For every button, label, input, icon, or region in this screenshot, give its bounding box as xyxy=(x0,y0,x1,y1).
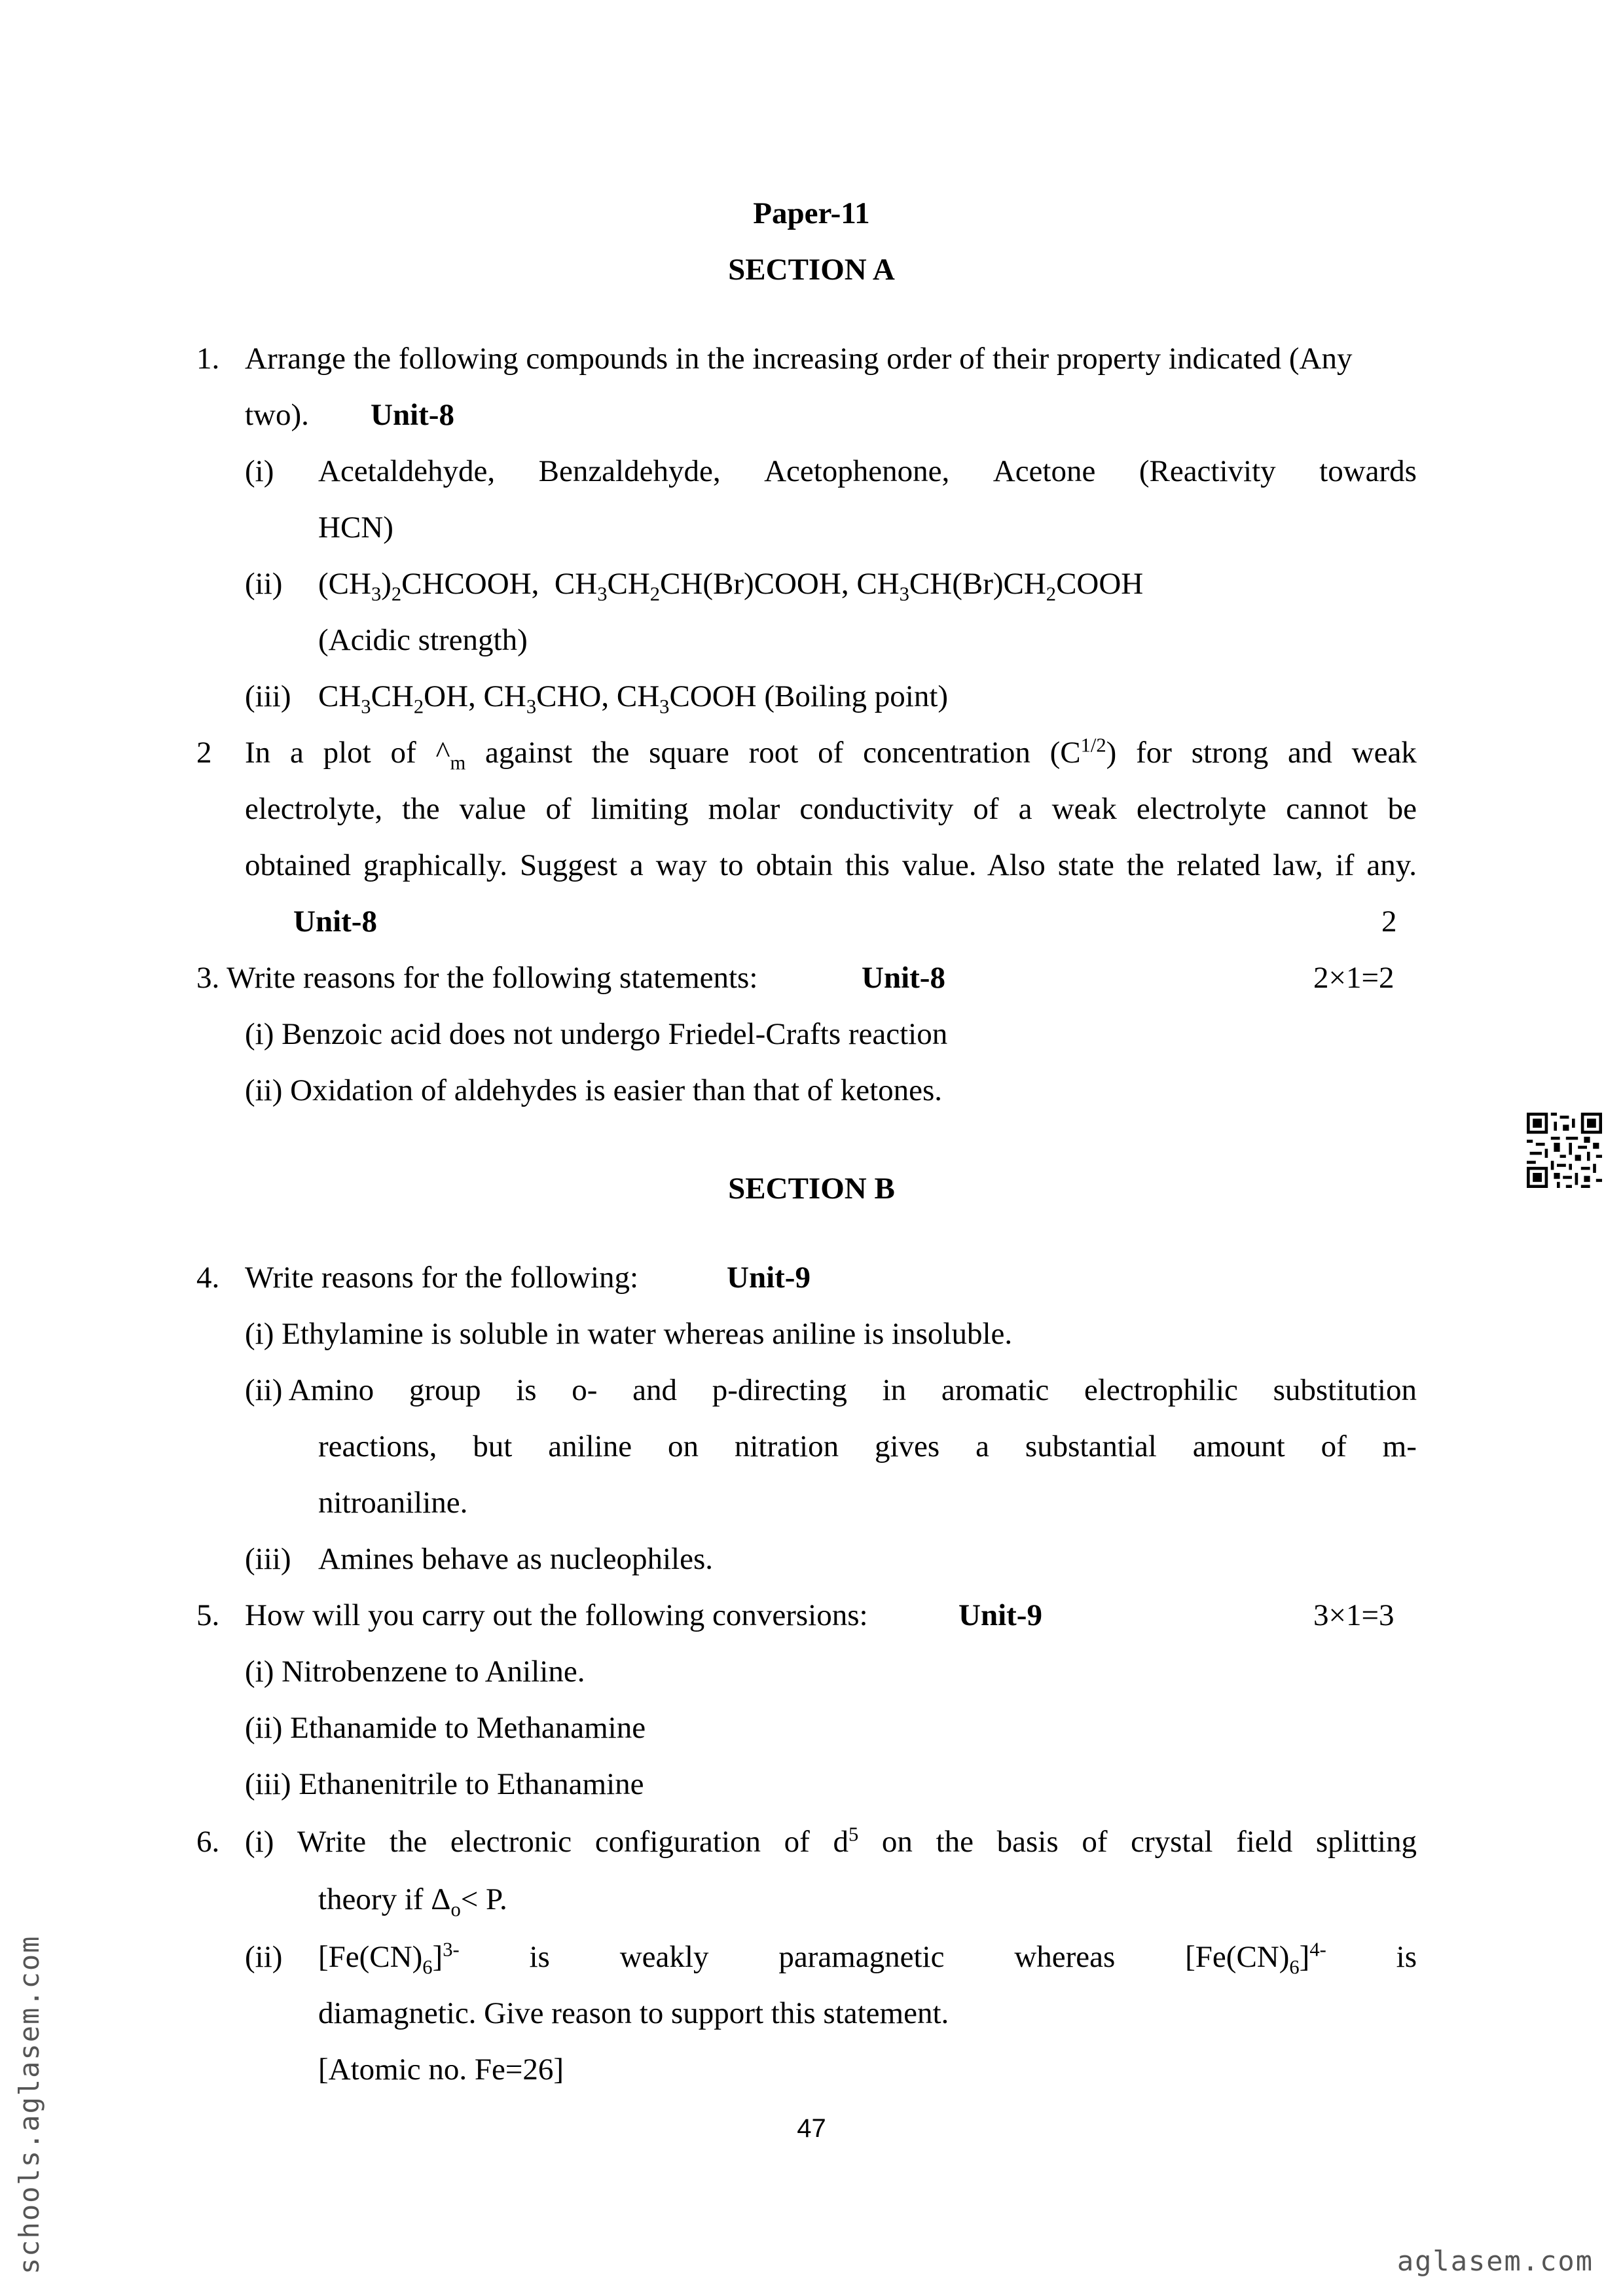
q1-i-word: Acetaldehyde, xyxy=(318,454,496,488)
q3-i: (i) Benzoic acid does not undergo Friedel-Crafts reaction xyxy=(245,1017,948,1051)
q1-iii-label: (iii) xyxy=(245,679,291,713)
q3-ii: (ii) Oxidation of aldehydes is easier than that of ketones. xyxy=(245,1073,943,1107)
q2-marks: 2 xyxy=(1381,905,1397,939)
q1-i-word: (Reactivity xyxy=(1139,454,1276,488)
q5-unit: Unit-9 xyxy=(958,1598,1042,1632)
q2-number: 2 xyxy=(196,736,212,770)
q4-unit: Unit-9 xyxy=(727,1261,811,1295)
q1-ii-compounds: $(CH_3)_2CHCOOH$, $CH_3CH_2CH(Br)COOH$, $CH_3CH(Br)CH_2COOH$ xyxy=(318,567,1144,605)
q5-ii: (ii) Ethanamide to Methanamine xyxy=(245,1711,646,1745)
q1-i-word: Acetophenone, xyxy=(764,454,950,488)
q6-ii-label: (ii) xyxy=(245,1940,283,1974)
q5-i: (i) Nitrobenzene to Aniline. xyxy=(245,1655,585,1689)
q5-number: 5. xyxy=(196,1598,220,1632)
q4-ii-line1: (ii) Amino group is o- and p-directing in aromatic electrophilic substitution xyxy=(245,1373,1417,1407)
q2-line1: In a plot of $\^{}_m$ against the square root of concentration $(C^{1/2})$ for strong and weak xyxy=(245,734,1417,774)
q4-ii-line2: reactions, but aniline on nitration gives a substantial amount of m- xyxy=(318,1429,1417,1463)
watermark-side: schools.aglasem.com xyxy=(13,1935,45,2274)
q6-ii-line3: [Atomic no. Fe=26] xyxy=(318,2053,564,2087)
q1-i-word: Benzaldehyde, xyxy=(538,454,721,488)
q1-number: 1. xyxy=(196,342,220,376)
q1-i-word: Acetone xyxy=(993,454,1096,488)
section-a-heading: SECTION A xyxy=(728,253,895,287)
q1-i-word: towards xyxy=(1319,454,1417,488)
q4-ii-line3: nitroaniline. xyxy=(318,1486,468,1520)
q5-text: How will you carry out the following conversions: xyxy=(245,1598,868,1632)
q4-iii: Amines behave as nucleophiles. xyxy=(318,1542,713,1576)
q2-line2: electrolyte, the value of limiting molar conductivity of a weak electrolyte cannot be xyxy=(245,792,1417,826)
q1-ii-line2: (Acidic strength) xyxy=(318,623,528,657)
q3-text: 3. Write reasons for the following statements: xyxy=(196,961,758,995)
q1-i-line1 xyxy=(318,453,1417,490)
q1-text-line2: two). xyxy=(245,398,309,432)
q1-text-line1: Arrange the following compounds in the increasing order of their property indicated (Any xyxy=(245,342,1353,376)
q6-i-line1: (i) Write the electronic configuration of $d^5$ on the basis of crystal field splitting xyxy=(245,1823,1417,1859)
q4-i: (i) Ethylamine is soluble in water whereas aniline is insoluble. xyxy=(245,1317,1013,1351)
q6-ii-line2: diamagnetic. Give reason to support this statement. xyxy=(318,1996,949,2030)
paper-title: Paper-11 xyxy=(753,196,870,230)
q1-ii-label: (ii) xyxy=(245,567,283,601)
page-number: 47 xyxy=(797,2114,826,2143)
q6-ii-line1: $[Fe(CN)_6]^{3-}$ is weakly paramagnetic whereas $[Fe(CN)_6]^{4-}$ is xyxy=(318,1938,1417,1979)
q5-marks: 3×1=3 xyxy=(1313,1598,1395,1632)
q6-i-line2: theory if $\Delta_o< P$. xyxy=(318,1882,507,1921)
q3-unit: Unit-8 xyxy=(862,961,945,995)
section-b-heading: SECTION B xyxy=(728,1172,895,1206)
q1-unit: Unit-8 xyxy=(371,398,454,432)
q2-line3: obtained graphically. Suggest a way to obtain this value. Also state the related law, if any. xyxy=(245,848,1417,882)
q6-number: 6. xyxy=(196,1825,220,1859)
q1-i-line2: HCN) xyxy=(318,511,393,545)
q1-i-label: (i) xyxy=(245,454,274,488)
q1-iii-compounds: $CH_3CH_2OH$, $CH_3CHO$, $CH_3COOH$ (Boiling point) xyxy=(318,679,949,718)
q4-iii-label: (iii) xyxy=(245,1542,291,1576)
q4-text: Write reasons for the following: xyxy=(245,1261,639,1295)
q5-iii: (iii) Ethanenitrile to Ethanamine xyxy=(245,1767,644,1801)
q2-unit: Unit-8 xyxy=(293,905,377,939)
q4-number: 4. xyxy=(196,1261,220,1295)
watermark-bottom: aglasem.com xyxy=(1396,2245,1594,2277)
q3-marks: 2×1=2 xyxy=(1313,961,1395,995)
